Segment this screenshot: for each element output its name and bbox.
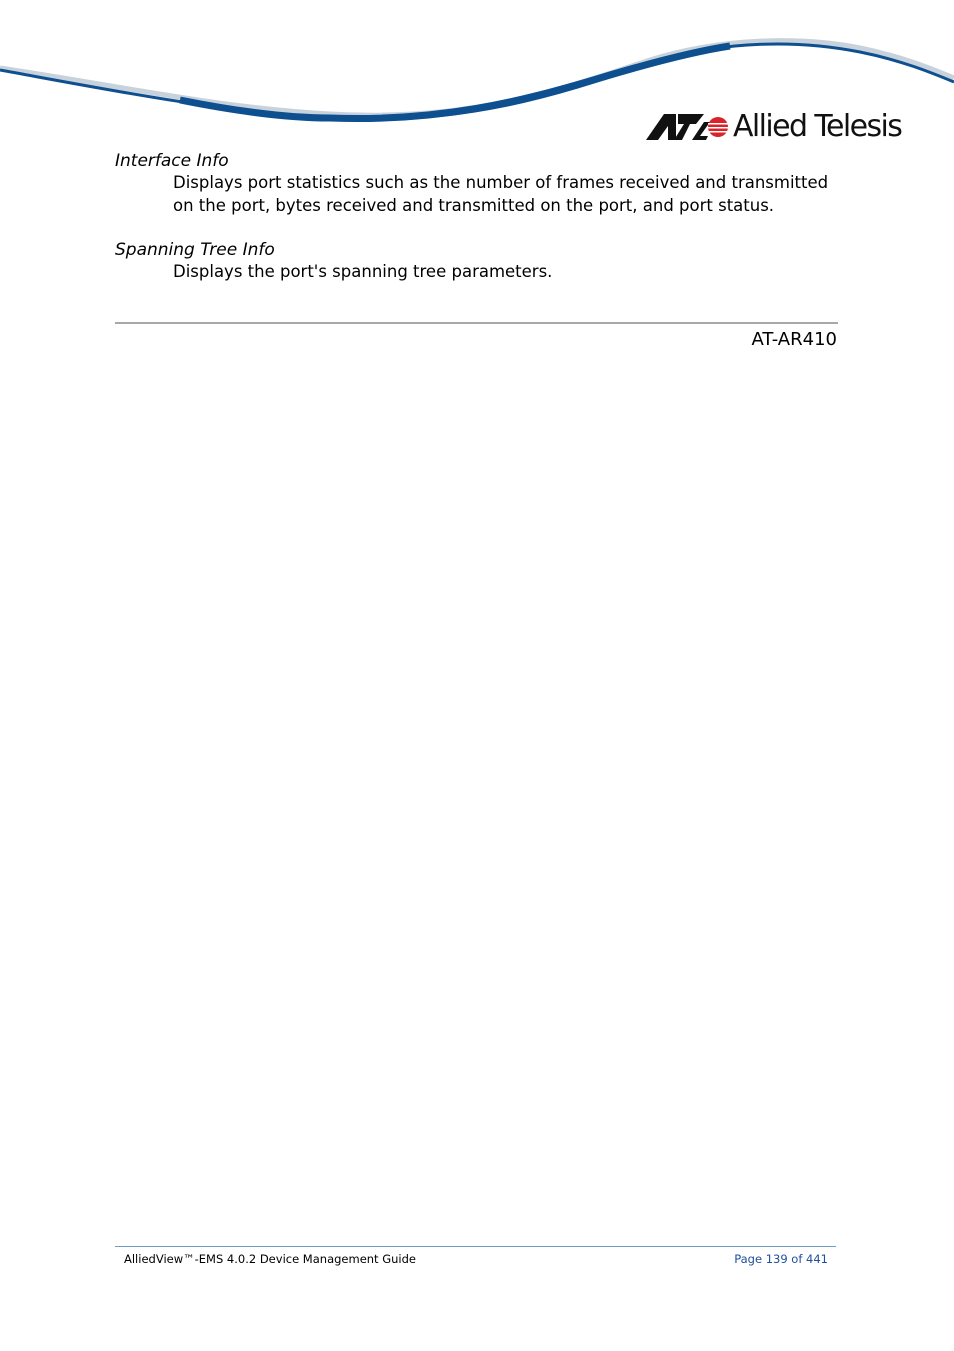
allied-telesis-logo [646, 108, 902, 146]
allied-telesis-mark-icon [646, 114, 730, 140]
model-label: AT-AR410 [751, 329, 837, 350]
footer-divider [115, 1246, 836, 1247]
definition-term-interface-info: Interface Info [115, 151, 229, 171]
definition-description-spanning-tree-info: Displays the port's spanning tree parameters. [173, 262, 553, 281]
logo-wordmark: Allied Telesis [733, 109, 902, 144]
footer-page-number: Page 139 of 441 [734, 1252, 828, 1266]
section-divider [115, 322, 838, 324]
definition-description-interface-info: Displays port statistics such as the number of frames received and transmitted on the port, bytes received and transmitted on the port, and port status. [173, 173, 829, 215]
definition-term-spanning-tree-info: Spanning Tree Info [115, 240, 275, 260]
footer-guide-title: AlliedView™-EMS 4.0.2 Device Management Guide [124, 1252, 416, 1266]
